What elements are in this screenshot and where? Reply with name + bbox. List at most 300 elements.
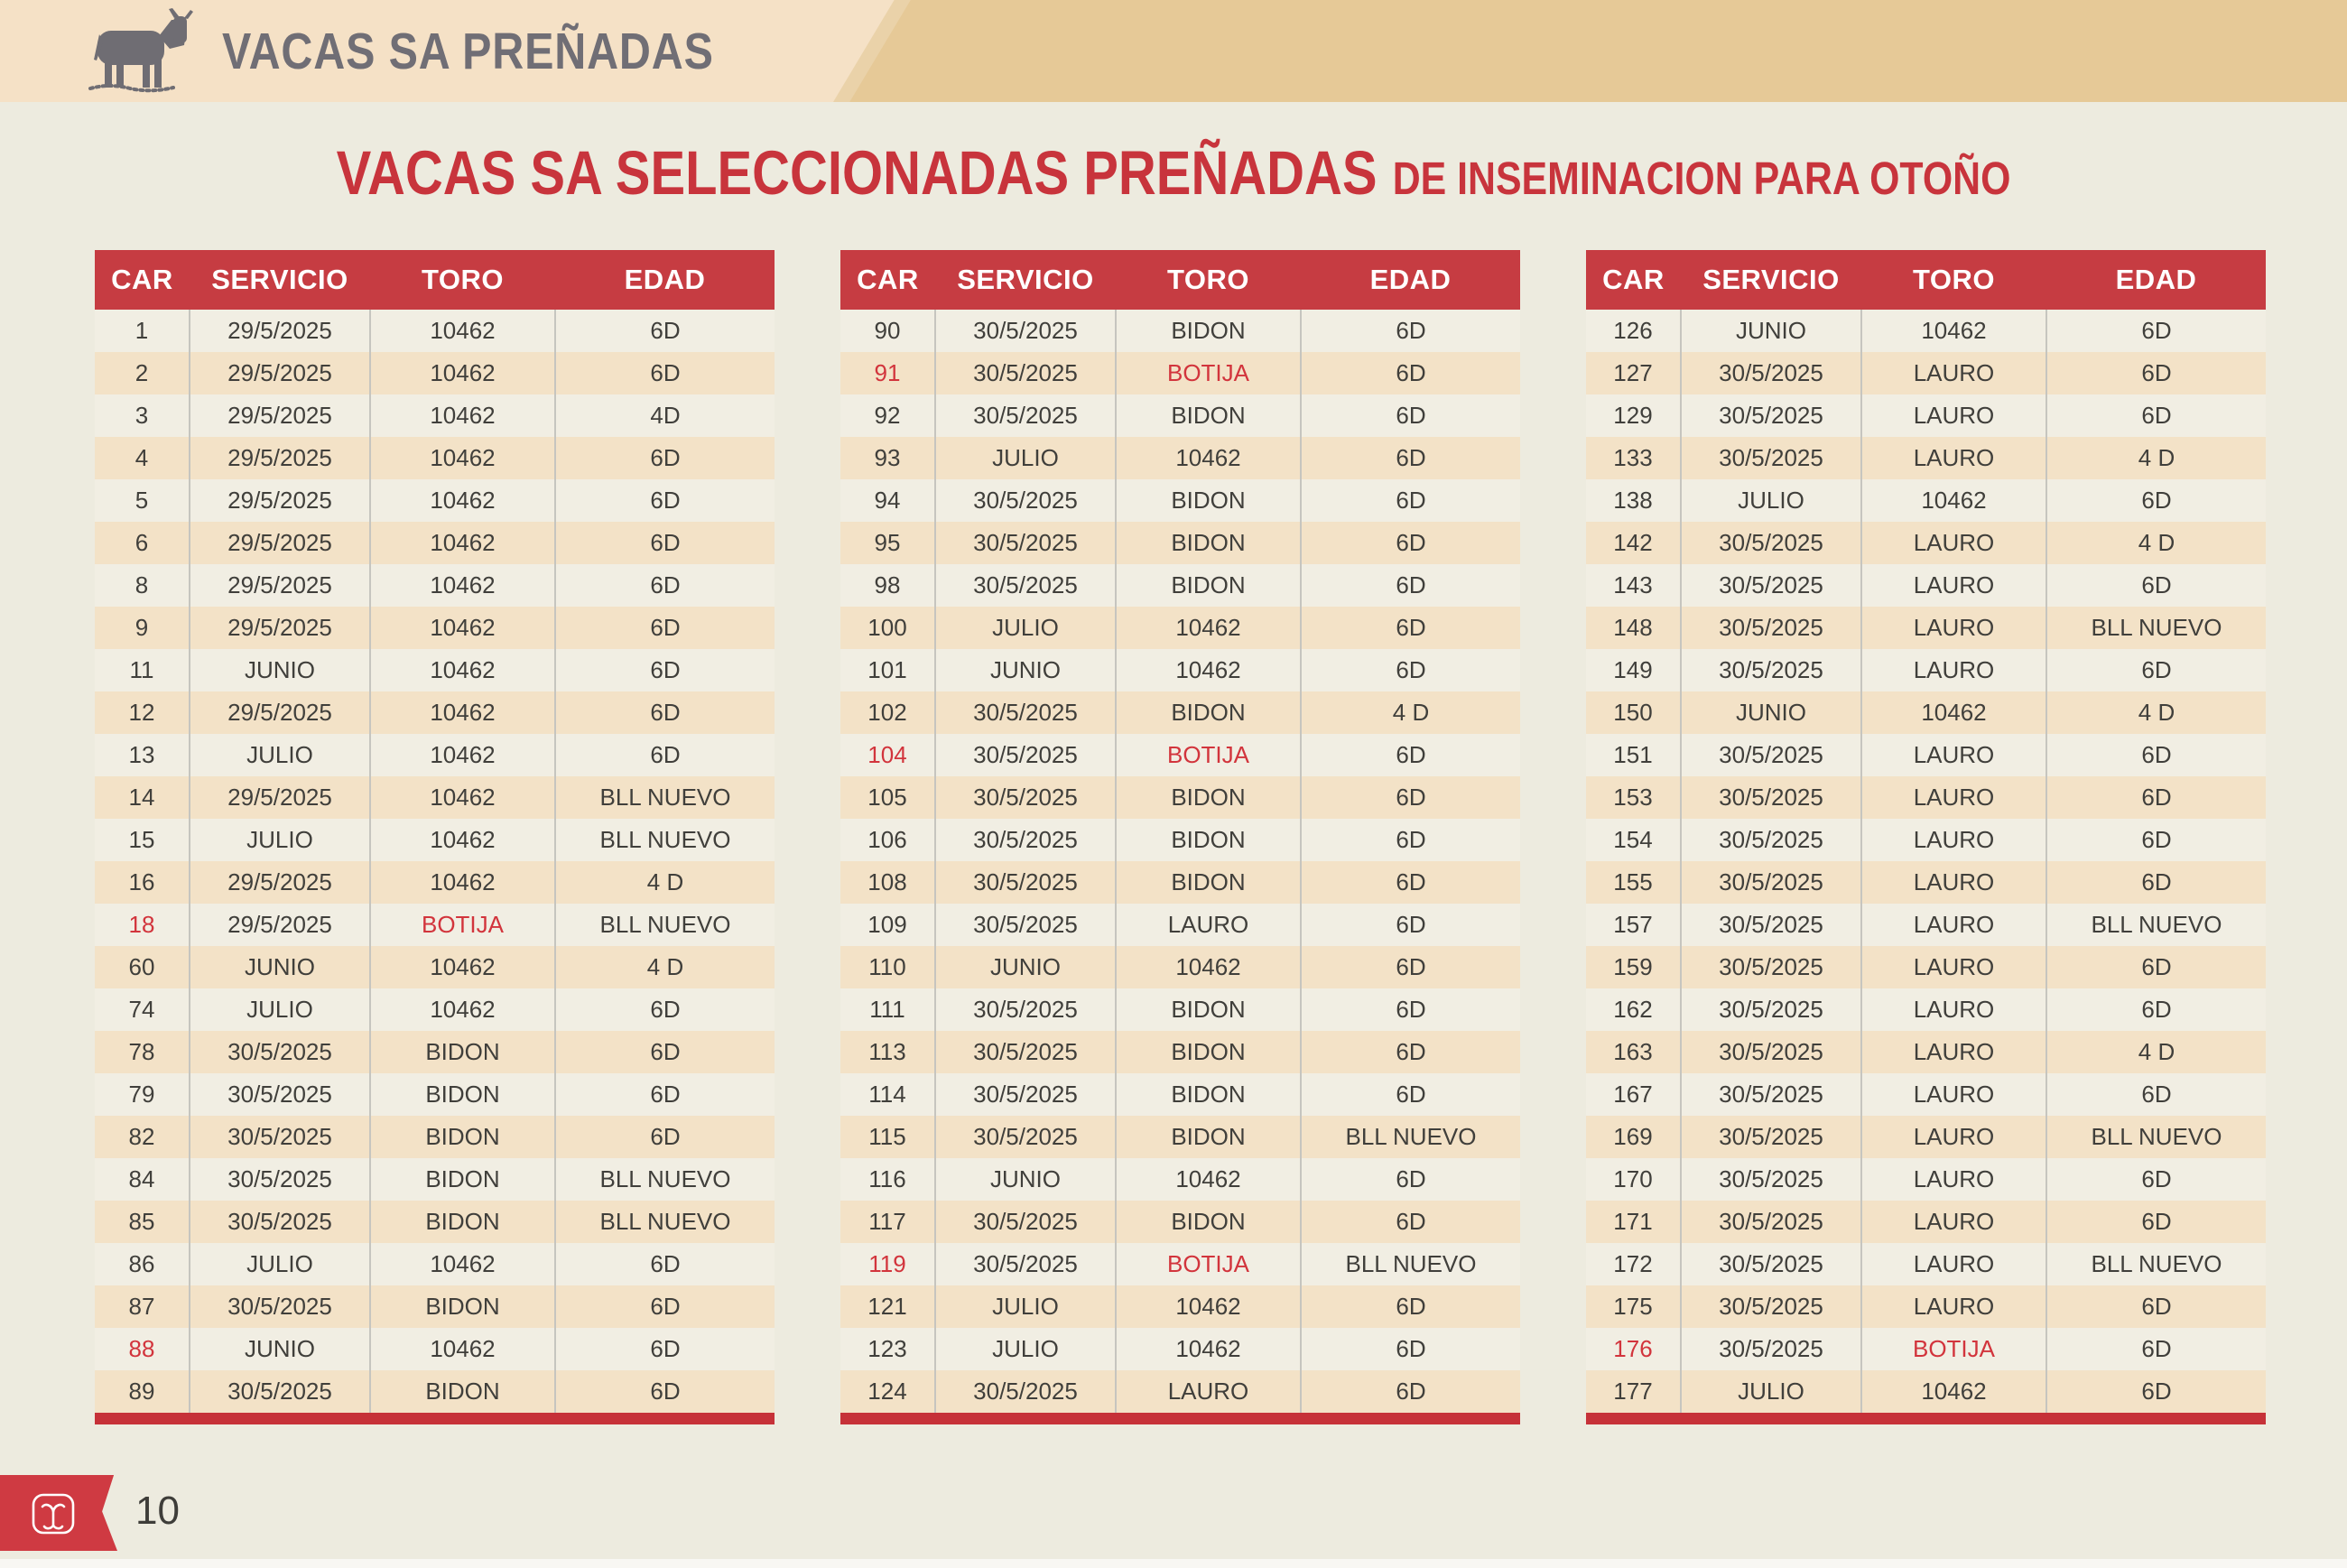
cell-car: 151 [1586,734,1681,776]
table-row [95,1328,775,1370]
table-row [95,946,775,988]
cell-edad: 6D [1301,1285,1520,1328]
cell-edad: 6D [1301,988,1520,1031]
cell-servicio: 30/5/2025 [935,1031,1116,1073]
cell-car: 100 [840,607,935,649]
cell-car: 104 [840,734,935,776]
cell-servicio: 30/5/2025 [1681,1158,1861,1201]
cell-toro: 10462 [370,1328,555,1370]
cell-servicio: 30/5/2025 [1681,394,1861,437]
cell-edad: 6D [1301,1073,1520,1116]
cell-car: 150 [1586,691,1681,734]
cell-servicio: 30/5/2025 [1681,1243,1861,1285]
cell-car: 90 [840,310,935,352]
cell-toro: 10462 [1116,607,1301,649]
cell-servicio: 30/5/2025 [190,1285,370,1328]
table-row [1586,649,2266,691]
pregnant-cows-table-3 [1586,250,2266,1424]
cell-servicio: 30/5/2025 [1681,1285,1861,1328]
column-header-edad: EDAD [555,250,775,310]
table-row [840,946,1520,988]
cell-car: 16 [95,861,190,904]
cell-servicio: 30/5/2025 [935,310,1116,352]
cell-edad: BLL NUEVO [555,776,775,819]
cell-servicio: 30/5/2025 [190,1370,370,1413]
cell-servicio: 29/5/2025 [190,437,370,479]
column-header-car: CAR [95,250,190,310]
cell-servicio: 29/5/2025 [190,310,370,352]
cell-servicio: 30/5/2025 [1681,1201,1861,1243]
cell-edad: 6D [1301,437,1520,479]
cell-edad: 6D [1301,607,1520,649]
cell-edad: 6D [555,479,775,522]
cell-servicio: JUNIO [935,1158,1116,1201]
table-row [840,988,1520,1031]
cell-toro: BIDON [370,1201,555,1243]
cell-edad: 6D [2046,1073,2266,1116]
cell-toro: LAURO [1861,607,2046,649]
cell-car: 93 [840,437,935,479]
column-header-car: CAR [840,250,935,310]
cell-servicio: 30/5/2025 [190,1031,370,1073]
cell-servicio: 30/5/2025 [935,1116,1116,1158]
table-row [1586,1073,2266,1116]
table-row [95,904,775,946]
table-row [1586,776,2266,819]
cell-toro: 10462 [370,861,555,904]
table-row [95,734,775,776]
cell-car: 5 [95,479,190,522]
cell-edad: 6D [2046,819,2266,861]
cell-servicio: JUNIO [1681,691,1861,734]
page-title [0,137,2347,209]
cell-car: 6 [95,522,190,564]
table-row [840,437,1520,479]
cell-car: 89 [95,1370,190,1413]
cell-servicio: 29/5/2025 [190,861,370,904]
cell-edad: 6D [555,1031,775,1073]
cell-toro: BIDON [1116,564,1301,607]
table-row [840,691,1520,734]
cell-car: 3 [95,394,190,437]
cell-toro: LAURO [1861,1031,2046,1073]
cell-edad: 6D [2046,1201,2266,1243]
cell-car: 170 [1586,1158,1681,1201]
table-row [1586,394,2266,437]
cell-edad: 6D [555,988,775,1031]
table-row [840,564,1520,607]
cell-car: 102 [840,691,935,734]
column-header-toro: TORO [370,250,555,310]
cell-toro: 10462 [370,394,555,437]
cell-servicio: 30/5/2025 [190,1158,370,1201]
cell-toro: 10462 [370,564,555,607]
column-header-toro: TORO [1116,250,1301,310]
table-row [1586,1031,2266,1073]
cell-car: 92 [840,394,935,437]
cell-edad: 4 D [2046,691,2266,734]
cell-car: 169 [1586,1116,1681,1158]
cell-servicio: JUNIO [935,946,1116,988]
cell-edad: 6D [1301,1328,1520,1370]
cell-edad: 6D [555,522,775,564]
cell-car: 95 [840,522,935,564]
cell-toro: BIDON [1116,776,1301,819]
table-row [840,352,1520,394]
table-row [95,479,775,522]
cell-edad: 6D [2046,946,2266,988]
cell-toro: 10462 [370,734,555,776]
cell-toro: 10462 [370,946,555,988]
cell-toro: LAURO [1861,988,2046,1031]
column-header-servicio: SERVICIO [935,250,1116,310]
cell-servicio: 30/5/2025 [1681,522,1861,564]
cell-edad: 6D [555,1116,775,1158]
cell-toro: LAURO [1861,1243,2046,1285]
cell-edad: BLL NUEVO [2046,1116,2266,1158]
cell-servicio: 30/5/2025 [1681,819,1861,861]
cell-servicio: 29/5/2025 [190,479,370,522]
cell-toro: BIDON [370,1370,555,1413]
table-row [1586,691,2266,734]
cell-edad: 4 D [2046,1031,2266,1073]
cell-toro: BIDON [370,1285,555,1328]
cell-car: 82 [95,1116,190,1158]
cell-servicio: 29/5/2025 [190,607,370,649]
table-row [840,734,1520,776]
cell-car: 113 [840,1031,935,1073]
column-header-toro: TORO [1861,250,2046,310]
table-row [95,1031,775,1073]
cell-servicio: 29/5/2025 [190,776,370,819]
table-row [95,522,775,564]
cell-car: 116 [840,1158,935,1201]
cell-toro: LAURO [1861,394,2046,437]
cell-edad: 6D [555,1370,775,1413]
table-row [1586,607,2266,649]
cell-servicio: 30/5/2025 [1681,861,1861,904]
cell-servicio: 30/5/2025 [935,1073,1116,1116]
cell-toro: BOTIJA [1116,352,1301,394]
cell-car: 171 [1586,1201,1681,1243]
cell-toro: BIDON [1116,479,1301,522]
table-row [1586,564,2266,607]
cell-edad: 6D [2046,988,2266,1031]
table-row [95,1243,775,1285]
cell-servicio: 30/5/2025 [935,1370,1116,1413]
cell-servicio: 30/5/2025 [1681,776,1861,819]
cell-edad: 6D [1301,946,1520,988]
pregnant-cows-table-1 [95,250,775,1424]
cell-car: 176 [1586,1328,1681,1370]
cell-toro: BOTIJA [370,904,555,946]
cell-servicio: 30/5/2025 [935,776,1116,819]
table-row [95,988,775,1031]
cell-edad: 6D [2046,394,2266,437]
cell-car: 85 [95,1201,190,1243]
table-header-row [1586,250,2266,310]
cell-servicio: 30/5/2025 [1681,437,1861,479]
cell-car: 163 [1586,1031,1681,1073]
cell-edad: 4 D [2046,522,2266,564]
cell-servicio: JULIO [190,734,370,776]
cell-edad: 6D [555,352,775,394]
cell-car: 60 [95,946,190,988]
cell-servicio: 30/5/2025 [935,734,1116,776]
cell-toro: 10462 [370,1243,555,1285]
cell-toro: BOTIJA [1861,1328,2046,1370]
cell-servicio: 30/5/2025 [1681,564,1861,607]
cell-edad: 6D [1301,1370,1520,1413]
cell-toro: 10462 [370,607,555,649]
table-row [1586,1285,2266,1328]
cell-servicio: 29/5/2025 [190,394,370,437]
table-row [840,904,1520,946]
cell-edad: 6D [2046,861,2266,904]
cell-edad: BLL NUEVO [555,904,775,946]
cell-servicio: JUNIO [190,649,370,691]
cell-toro: LAURO [1861,819,2046,861]
cell-edad: BLL NUEVO [555,1158,775,1201]
cell-toro: BIDON [1116,1116,1301,1158]
cell-toro: 10462 [370,437,555,479]
cell-servicio: 30/5/2025 [1681,607,1861,649]
cell-edad: 6D [555,1328,775,1370]
table-row [95,437,775,479]
column-header-servicio: SERVICIO [1681,250,1861,310]
cell-toro: 10462 [370,522,555,564]
table-row [1586,310,2266,352]
table-row [95,649,775,691]
cell-toro: 10462 [370,819,555,861]
table-row [95,352,775,394]
cell-servicio: 30/5/2025 [935,988,1116,1031]
cell-toro: BIDON [1116,522,1301,564]
cell-servicio: 30/5/2025 [1681,946,1861,988]
table-row [1586,479,2266,522]
cell-car: 13 [95,734,190,776]
cell-servicio: 29/5/2025 [190,522,370,564]
table-row [95,564,775,607]
cell-edad: 6D [1301,352,1520,394]
cell-toro: BIDON [1116,1201,1301,1243]
cell-car: 98 [840,564,935,607]
cell-toro: 10462 [1861,691,2046,734]
cell-car: 119 [840,1243,935,1285]
cell-edad: 6D [1301,522,1520,564]
cell-car: 142 [1586,522,1681,564]
cell-toro: BOTIJA [1116,734,1301,776]
cell-car: 8 [95,564,190,607]
cell-car: 109 [840,904,935,946]
cell-servicio: JUNIO [935,649,1116,691]
table-row [1586,904,2266,946]
table-row [840,522,1520,564]
cell-car: 124 [840,1370,935,1413]
table-row [95,394,775,437]
cell-servicio: 30/5/2025 [935,564,1116,607]
cell-car: 14 [95,776,190,819]
cell-car: 110 [840,946,935,988]
cell-toro: 10462 [370,776,555,819]
cell-servicio: 30/5/2025 [1681,1073,1861,1116]
cell-toro: 10462 [370,649,555,691]
table-row [95,691,775,734]
cell-toro: LAURO [1861,564,2046,607]
table-row [95,1073,775,1116]
cell-edad: 6D [2046,1328,2266,1370]
cell-servicio: JUNIO [1681,310,1861,352]
table-row [840,776,1520,819]
cell-car: 143 [1586,564,1681,607]
cell-edad: BLL NUEVO [1301,1116,1520,1158]
cell-servicio: 30/5/2025 [1681,1328,1861,1370]
table-row [95,1370,775,1413]
cell-edad: 6D [555,1073,775,1116]
table-row [840,1031,1520,1073]
cell-edad: 6D [2046,479,2266,522]
cell-car: 154 [1586,819,1681,861]
cell-car: 155 [1586,861,1681,904]
cell-servicio: 30/5/2025 [1681,734,1861,776]
cell-edad: 6D [1301,734,1520,776]
cell-toro: 10462 [1116,1158,1301,1201]
cell-toro: LAURO [1861,1073,2046,1116]
cell-toro: BIDON [1116,691,1301,734]
table-row [95,310,775,352]
cell-car: 106 [840,819,935,861]
cell-toro: BIDON [370,1116,555,1158]
table-row [840,1158,1520,1201]
cell-servicio: 30/5/2025 [1681,1031,1861,1073]
cell-car: 115 [840,1116,935,1158]
cattle-brand-icon [31,1493,76,1539]
table-row [840,607,1520,649]
cell-car: 117 [840,1201,935,1243]
page-number: 10 [135,1489,180,1533]
cell-servicio: JULIO [190,988,370,1031]
cell-car: 1 [95,310,190,352]
cell-toro: LAURO [1861,734,2046,776]
table-row [840,394,1520,437]
cell-toro: 10462 [1116,1328,1301,1370]
cell-servicio: JULIO [1681,479,1861,522]
cell-edad: 6D [2046,649,2266,691]
cell-toro: LAURO [1116,1370,1301,1413]
cell-car: 9 [95,607,190,649]
cell-edad: BLL NUEVO [2046,1243,2266,1285]
cell-car: 94 [840,479,935,522]
cell-car: 159 [1586,946,1681,988]
cell-car: 11 [95,649,190,691]
cell-toro: BIDON [1116,394,1301,437]
cell-edad: 6D [555,1285,775,1328]
cell-edad: 6D [2046,352,2266,394]
cell-toro: BIDON [1116,1031,1301,1073]
cell-car: 129 [1586,394,1681,437]
table-row [1586,1328,2266,1370]
cell-car: 121 [840,1285,935,1328]
table-row [1586,946,2266,988]
cell-servicio: 30/5/2025 [935,1201,1116,1243]
cell-toro: LAURO [1861,1285,2046,1328]
cell-car: 18 [95,904,190,946]
page-number-flag [0,1475,117,1551]
cell-edad: 6D [2046,310,2266,352]
table-row [95,1116,775,1158]
title-sub: DE INSEMINACION PARA OTOÑO [1392,153,2011,204]
cell-toro: 10462 [1861,310,2046,352]
cell-toro: 10462 [370,352,555,394]
cell-car: 126 [1586,310,1681,352]
cell-servicio: 30/5/2025 [1681,1116,1861,1158]
cell-edad: BLL NUEVO [555,819,775,861]
cell-servicio: 30/5/2025 [1681,904,1861,946]
table-header-row [840,250,1520,310]
cell-toro: LAURO [1116,904,1301,946]
cell-edad: 6D [555,437,775,479]
cell-edad: 6D [555,1243,775,1285]
column-header-edad: EDAD [1301,250,1520,310]
cell-edad: 6D [1301,819,1520,861]
column-header-servicio: SERVICIO [190,250,370,310]
cell-car: 101 [840,649,935,691]
table-row [95,819,775,861]
cell-edad: 6D [555,734,775,776]
cell-edad: BLL NUEVO [2046,607,2266,649]
cell-servicio: 30/5/2025 [190,1201,370,1243]
cell-car: 87 [95,1285,190,1328]
table-row [1586,988,2266,1031]
cell-car: 157 [1586,904,1681,946]
cell-toro: LAURO [1861,946,2046,988]
cell-edad: 6D [555,649,775,691]
table-row [1586,352,2266,394]
cell-servicio: 30/5/2025 [935,691,1116,734]
cell-toro: BIDON [370,1031,555,1073]
cell-edad: 6D [555,691,775,734]
cell-toro: LAURO [1861,1158,2046,1201]
cell-toro: BIDON [370,1158,555,1201]
cell-edad: BLL NUEVO [555,1201,775,1243]
table-row [840,1285,1520,1328]
cell-toro: BIDON [1116,861,1301,904]
cell-servicio: 30/5/2025 [190,1116,370,1158]
cell-toro: 10462 [1116,946,1301,988]
cell-car: 91 [840,352,935,394]
cell-servicio: 30/5/2025 [935,394,1116,437]
cell-servicio: JULIO [935,1328,1116,1370]
cell-car: 127 [1586,352,1681,394]
table-row [95,1158,775,1201]
cell-edad: 6D [555,607,775,649]
cell-car: 88 [95,1328,190,1370]
column-header-edad: EDAD [2046,250,2266,310]
cell-edad: 6D [1301,1158,1520,1201]
cell-toro: LAURO [1861,1116,2046,1158]
cell-toro: 10462 [370,691,555,734]
cell-car: 79 [95,1073,190,1116]
cell-car: 108 [840,861,935,904]
cell-car: 167 [1586,1073,1681,1116]
cell-car: 123 [840,1328,935,1370]
cell-edad: 4 D [2046,437,2266,479]
logo-title: VACAS SA PREÑADAS [222,22,714,80]
cell-edad: 6D [2046,1285,2266,1328]
table-bottom-bar [1586,1413,2266,1424]
pregnant-cows-table-2 [840,250,1520,1424]
cell-car: 133 [1586,437,1681,479]
